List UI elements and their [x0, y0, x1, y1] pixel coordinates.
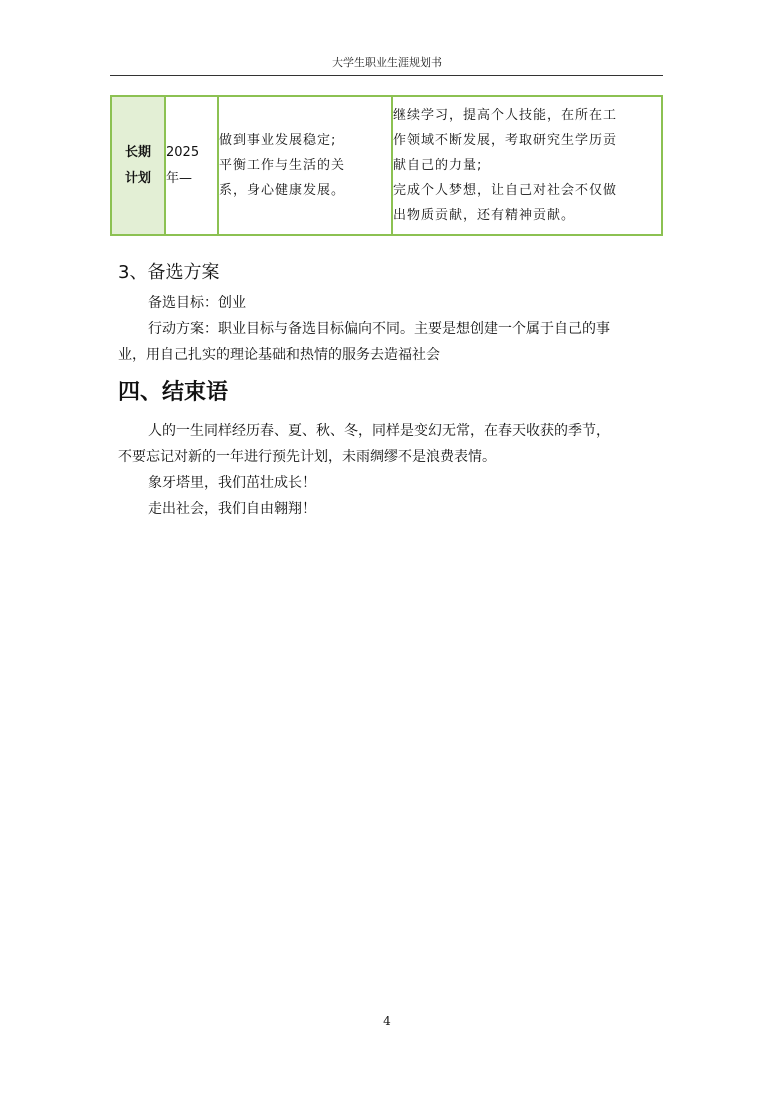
conclusion-text-line: 象牙塔里，我们茁壮成长！ [148, 475, 316, 491]
conclusion-text-line: 人的一生同样经历春、夏、秋、冬，同样是变幻无常，在春天收获的季节， [148, 423, 610, 439]
plan-year-cell [165, 96, 218, 235]
section-heading-alternatives: 3、备选方案 [118, 262, 220, 283]
alternatives-body [118, 290, 666, 368]
table-row [111, 96, 662, 235]
plan-goal-cell [218, 96, 392, 235]
plan-goal-line: 平衡工作与生活的关 [219, 158, 346, 173]
plan-label-line: 长期 [124, 144, 151, 160]
long-term-plan-table [110, 95, 663, 236]
plan-label-line: 计划 [124, 170, 151, 186]
plan-label-cell [111, 96, 165, 235]
action-plan-text-line: 业，用自己扎实的理论基础和热情的服务去造福社会 [118, 347, 440, 363]
plan-goal-line: 系，身心健康发展。 [219, 183, 346, 198]
action-plan-text-line: 行动方案：职业目标与备选目标偏向不同。主要是想创建一个属于自己的事 [148, 321, 610, 337]
plan-action-line: 继续学习，提高个人技能，在所在工 [393, 108, 618, 123]
alt-goal-text: 备选目标：创业 [148, 295, 246, 311]
conclusion-body [118, 418, 666, 522]
conclusion-text-line: 走出社会，我们自由翱翔！ [148, 501, 316, 517]
plan-year-line: 2025 [166, 144, 200, 160]
page-number: 4 [383, 1014, 391, 1028]
plan-action-line: 作领域不断发展，考取研究生学历贡 [393, 133, 618, 148]
plan-action-line: 出物质贡献，还有精神贡献。 [393, 208, 576, 223]
plan-action-line: 完成个人梦想，让自己对社会不仅做 [393, 183, 618, 198]
plan-action-cell [392, 96, 662, 235]
header-divider [110, 75, 663, 76]
plan-year-line: 年— [166, 170, 193, 186]
plan-action-line: 献自己的力量; [393, 158, 483, 173]
section-heading-conclusion: 四、结束语 [118, 380, 229, 405]
running-header: 大学生职业生涯规划书 [332, 56, 442, 69]
conclusion-text-line: 不要忘记对新的一年进行预先计划，未雨绸缪不是浪费表情。 [118, 449, 496, 465]
plan-goal-line: 做到事业发展稳定; [219, 133, 337, 148]
